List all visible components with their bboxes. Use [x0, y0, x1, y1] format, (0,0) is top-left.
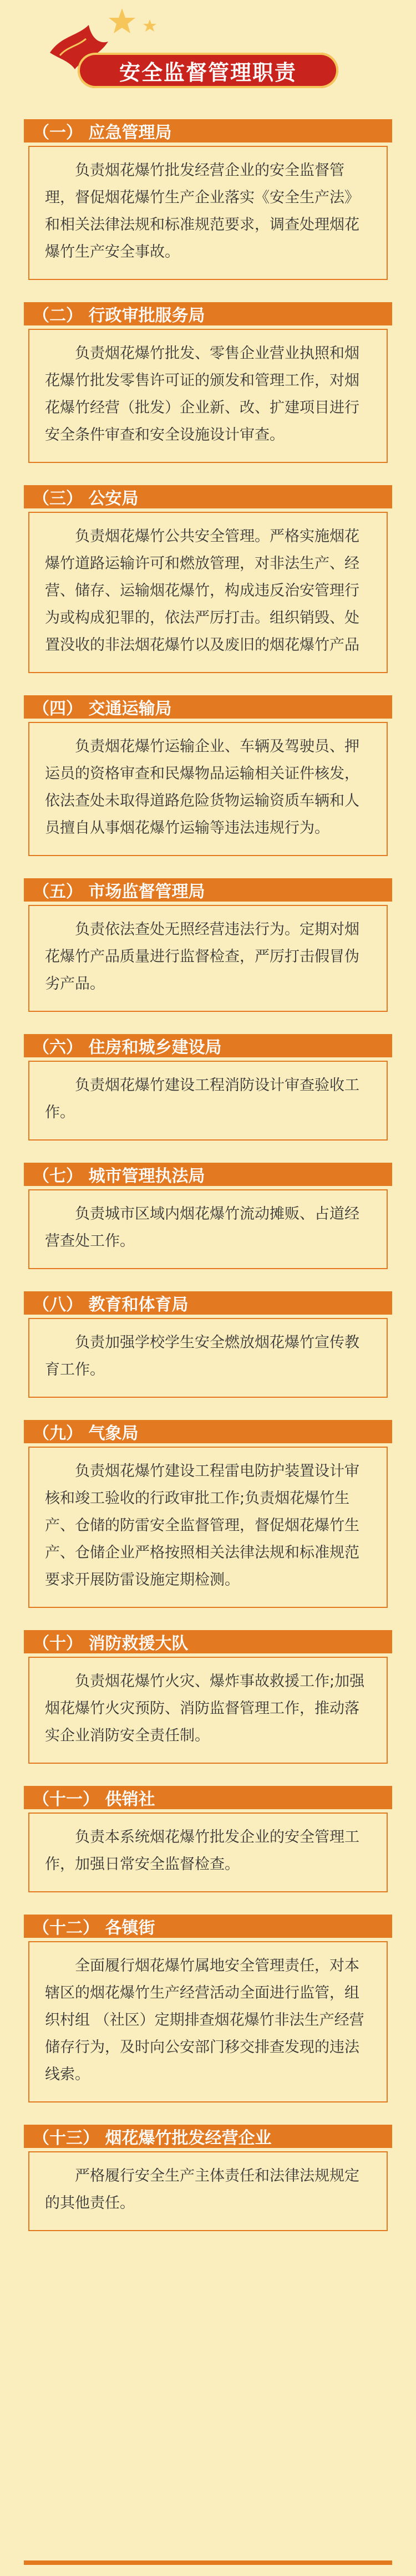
section	[24, 1163, 392, 1269]
section-text: 负责烟花爆竹公共安全管理。严格实施烟花爆竹道路运输许可和燃放管理，对非法生产、经营、储存、运输烟花爆竹，构成违反治安管理行为或构成犯罪的，依法严厉打击。组织销毁、处置没收的非法烟花爆竹以及废旧的烟花爆竹产品	[45, 528, 359, 654]
section-header: （六） 住房和城乡建设局	[24, 1034, 392, 1057]
section-header: （七） 城市管理执法局	[24, 1163, 392, 1186]
section-text: 负责烟花爆竹建设工程消防设计审查验收工作。	[45, 1077, 359, 1121]
header-banner	[0, 0, 416, 100]
section	[24, 1420, 392, 1608]
section-text: 严格履行安全生产主体责任和法律法规规定的其他责任。	[45, 2167, 359, 2212]
section-body	[28, 1318, 388, 1398]
section-body	[28, 329, 388, 463]
section-text: 负责烟花爆竹火灾、爆炸事故救援工作;加强烟花爆竹火灾预防、消防监督管理工作，推动落实企业消防安全责任制。	[45, 1673, 365, 1744]
section-header: （一） 应急管理局	[24, 119, 392, 142]
page-title: 安全监督管理职责	[119, 60, 297, 85]
section-header: （十三） 烟花爆竹批发经营企业	[24, 2125, 392, 2148]
section-body	[28, 1941, 388, 2102]
section-body	[28, 1061, 388, 1141]
section-text: 负责烟花爆竹建设工程雷电防护装置设计审核和竣工验收的行政审批工作;负责烟花爆竹生产、仓储的防雷安全监督管理，督促烟花爆竹生产、仓储企业严格按照相关法律法规和标准规范要求开展防雷设施定期检测。	[45, 1463, 359, 1589]
section-header: （四） 交通运输局	[24, 695, 392, 719]
section-header: （二） 行政审批服务局	[24, 302, 392, 325]
section-text: 全面履行烟花爆竹属地安全管理责任，对本辖区的烟花爆竹生产经营活动全面进行监管，组织村组 （社区）定期排查烟花爆竹非法生产经营储存行为，及时向公安部门移交排查发现的违法线索。	[45, 1957, 364, 2083]
section-body	[28, 512, 388, 673]
section-header: （十一） 供销社	[24, 1786, 392, 1809]
section	[24, 695, 392, 856]
section-text: 负责烟花爆竹批发经营企业的安全监督管理，督促烟花爆竹生产企业落实《安全生产法》和相关法律法规和标准规范要求，调查处理烟花爆竹生产安全事故。	[45, 162, 359, 261]
section-body	[28, 2151, 388, 2231]
section	[24, 119, 392, 280]
content	[24, 119, 392, 2253]
section-header: （十） 消防救援大队	[24, 1630, 392, 1653]
section-header: （九） 气象局	[24, 1420, 392, 1443]
section-text: 负责本系统烟花爆竹批发企业的安全管理工作，加强日常安全监督检查。	[45, 1829, 359, 1873]
section	[24, 878, 392, 1012]
section	[24, 1034, 392, 1141]
section-body	[28, 722, 388, 856]
section	[24, 1291, 392, 1398]
section-header: （三） 公安局	[24, 485, 392, 508]
bottom-divider	[24, 2560, 392, 2565]
section-header: （十二） 各镇街	[24, 1915, 392, 1938]
section-text: 负责依法查处无照经营违法行为。定期对烟花爆竹产品质量进行监督检查，严厉打击假冒伪劣产品。	[45, 921, 359, 992]
title-bar	[78, 53, 338, 88]
section-text: 负责烟花爆竹批发、零售企业营业执照和烟花爆竹批发零售许可证的颁发和管理工作，对烟花爆竹经营（批发）企业新、改、扩建项目进行安全条件审查和安全设施设计审查。	[45, 345, 359, 444]
gold-stars-icon	[67, 6, 177, 44]
section-header: （五） 市场监督管理局	[24, 878, 392, 902]
section-text: 负责加强学校学生安全燃放烟花爆竹宣传教育工作。	[45, 1334, 359, 1378]
section	[24, 485, 392, 673]
section-body	[28, 146, 388, 280]
section-body	[28, 1813, 388, 1892]
section-body	[28, 905, 388, 1012]
section	[24, 1915, 392, 2102]
section	[24, 1630, 392, 1764]
section	[24, 2125, 392, 2231]
section-header: （八） 教育和体育局	[24, 1291, 392, 1315]
section-body	[28, 1447, 388, 1608]
section-body	[28, 1189, 388, 1269]
section-text: 负责烟花爆竹运输企业、车辆及驾驶员、押运员的资格审查和民爆物品运输相关证件核发，依法查处未取得道路危险货物运输资质车辆和人员擅自从事烟花爆竹运输等违法违规行为。	[45, 738, 359, 837]
section-text: 负责城市区域内烟花爆竹流动摊贩、占道经营查处工作。	[45, 1205, 359, 1250]
section	[24, 302, 392, 463]
section-body	[28, 1657, 388, 1764]
section	[24, 1786, 392, 1892]
